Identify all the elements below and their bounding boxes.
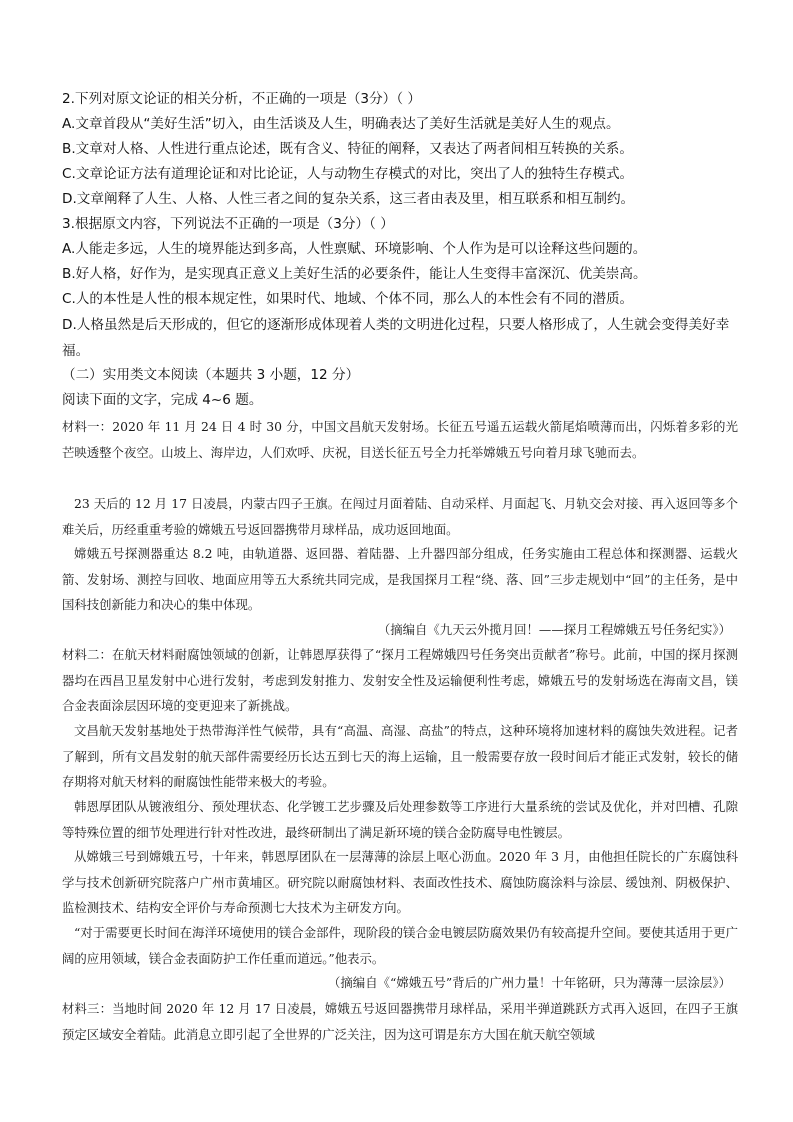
- question-3-option-b: B.好人格，好作为，是实现真正意义上美好生活的必要条件，能让人生变得丰富深沉、优美崇高。: [62, 266, 647, 282]
- material-2-paragraph-2: 文昌航天发射基地处于热带海洋性气候带，具有“高温、高湿、高盐”的特点，这种环境将加速材料的腐蚀失效进程。记者了解到，所有文昌发射的航天部件需要经历长达五到七天的海上运输，且一般需要存放一段时间后才能正式发射，较长的储存期将对航天材料的耐腐蚀性能带来极大的考验。: [62, 723, 738, 789]
- material-1-source: （摘编自《九天云外揽月回！——探月工程嫦娥五号任务纪实》）: [377, 622, 731, 637]
- question-3-option-d: D.人格虽然是后天形成的，但它的逐渐形成体现着人类的文明进化过程，只要人格形成了，人生就会变得美好幸福。: [62, 317, 730, 359]
- material-2-paragraph-4: 从嫦娥三号到嫦娥五号，十年来，韩恩厚团队在一层薄薄的涂层上呕心沥血。2020 年 3 月，由他担任院长的广东腐蚀科学与技术创新研究院落户广州市黄埔区。研究院以耐腐蚀材料、表面改性技术、腐蚀防腐涂料与涂层、缓蚀剂、阴极保护、监检测技术、结构安全评价与寿命预测七大技术为主研发方向。: [62, 849, 738, 915]
- section-instruction: 阅读下面的文字，完成 4~6 题。: [62, 392, 263, 408]
- material-1-paragraph-1: 材料一：2020 年 11 月 24 日 4 时 30 分，中国文昌航天发射场。长征五号遥五运载火箭尾焰喷薄而出，闪烁着多彩的光芒映透整个夜空。山坡上、海岸边，人们欢呼、庆祝，目送长征五号全力托举嫦娥五号向着月球飞驰而去。: [62, 419, 738, 460]
- question-3-stem: 3.根据原文内容，下列说法不正确的一项是（3分）（ ）: [62, 216, 394, 232]
- material-2-paragraph-3: 韩恩厚团队从镀液组分、预处理状态、化学镀工艺步骤及后处理参数等工序进行大量系统的尝试及优化，并对凹槽、孔隙等特殊位置的细节处理进行针对性改进，最终研制出了满足新环境的镁合金防腐导电性镀层。: [62, 799, 738, 840]
- question-2-stem: 2.下列对原文论证的相关分析，不正确的一项是（3分）（ ）: [62, 91, 421, 107]
- question-2-option-c: C.文章论证方法有道理论证和对比论证，人与动物生存模式的对比，突出了人的独特生存模式。: [62, 166, 634, 182]
- material-1-paragraph-2: 23 天后的 12 月 17 日凌晨，内蒙古四子王旗。在闯过月面着陆、自动采样、月面起飞、月轨交会对接、再入返回等多个难关后，历经重重考验的嫦娥五号返回器携带月球样品，成功返回地面。: [62, 496, 738, 537]
- material-2-paragraph-1: 材料二：在航天材料耐腐蚀领域的创新，让韩恩厚获得了“探月工程嫦娥四号任务突出贡献者”称号。此前，中国的探月探测器均在西昌卫星发射中心进行发射，考虑到发射推力、发射安全性及运输便利性考虑，嫦娥五号的发射场选在海南文昌，镁合金表面涂层因环境的变更迎来了新挑战。: [62, 647, 738, 713]
- material-2-source: （摘编自《“嫦娥五号”背后的广州力量！十年铭研，只为薄薄一层涂层》）: [328, 975, 731, 990]
- material-3-paragraph-1: 材料三：当地时间 2020 年 12 月 17 日凌晨，嫦娥五号返回器携带月球样品，采用半弹道跳跃方式再入返回，在四子王旗预定区域安全着陆。此消息立即引起了全世界的广泛关注，因为这可谓是东方大国在航天航空领域: [62, 1001, 738, 1042]
- section-heading: （二）实用类文本阅读（本题共 3 小题，12 分）: [62, 367, 360, 383]
- question-2-option-a: A.文章首段从“美好生活”切入，由生活谈及人生，明确表达了美好生活就是美好人生的观点。: [62, 116, 620, 132]
- question-3-option-c: C.人的本性是人性的根本规定性，如果时代、地域、个体不同，那么人的本性会有不同的潜质。: [62, 291, 634, 307]
- question-3-option-a: A.人能走多远，人生的境界能达到多高，人性禀赋、环境影响、个人作为是可以诠释这些问题的。: [62, 241, 647, 257]
- material-2-paragraph-5: “对于需要更长时间在海洋环境使用的镁合金部件，现阶段的镁合金电镀层防腐效果仍有较高提升空间。要使其适用于更广阔的应用领域，镁合金表面防护工作任重而道远。”他表示。: [62, 925, 738, 966]
- material-1-paragraph-3: 嫦娥五号探测器重达 8.2 吨，由轨道器、返回器、着陆器、上升器四部分组成，任务实施由工程总体和探测器、运载火箭、发射场、测控与回收、地面应用等五大系统共同完成，是我国探月工程“绕、落、回”三步走规划中“回”的主任务，是中国科技创新能力和决心的集中体现。: [62, 546, 738, 612]
- question-2-option-d: D.文章阐释了人生、人格、人性三者之间的复杂关系，这三者由表及里，相互联系和相互制约。: [62, 191, 635, 207]
- question-2-option-b: B.文章对人格、人性进行重点论述，既有含义、特征的阐释，又表达了两者间相互转换的关系。: [62, 141, 633, 157]
